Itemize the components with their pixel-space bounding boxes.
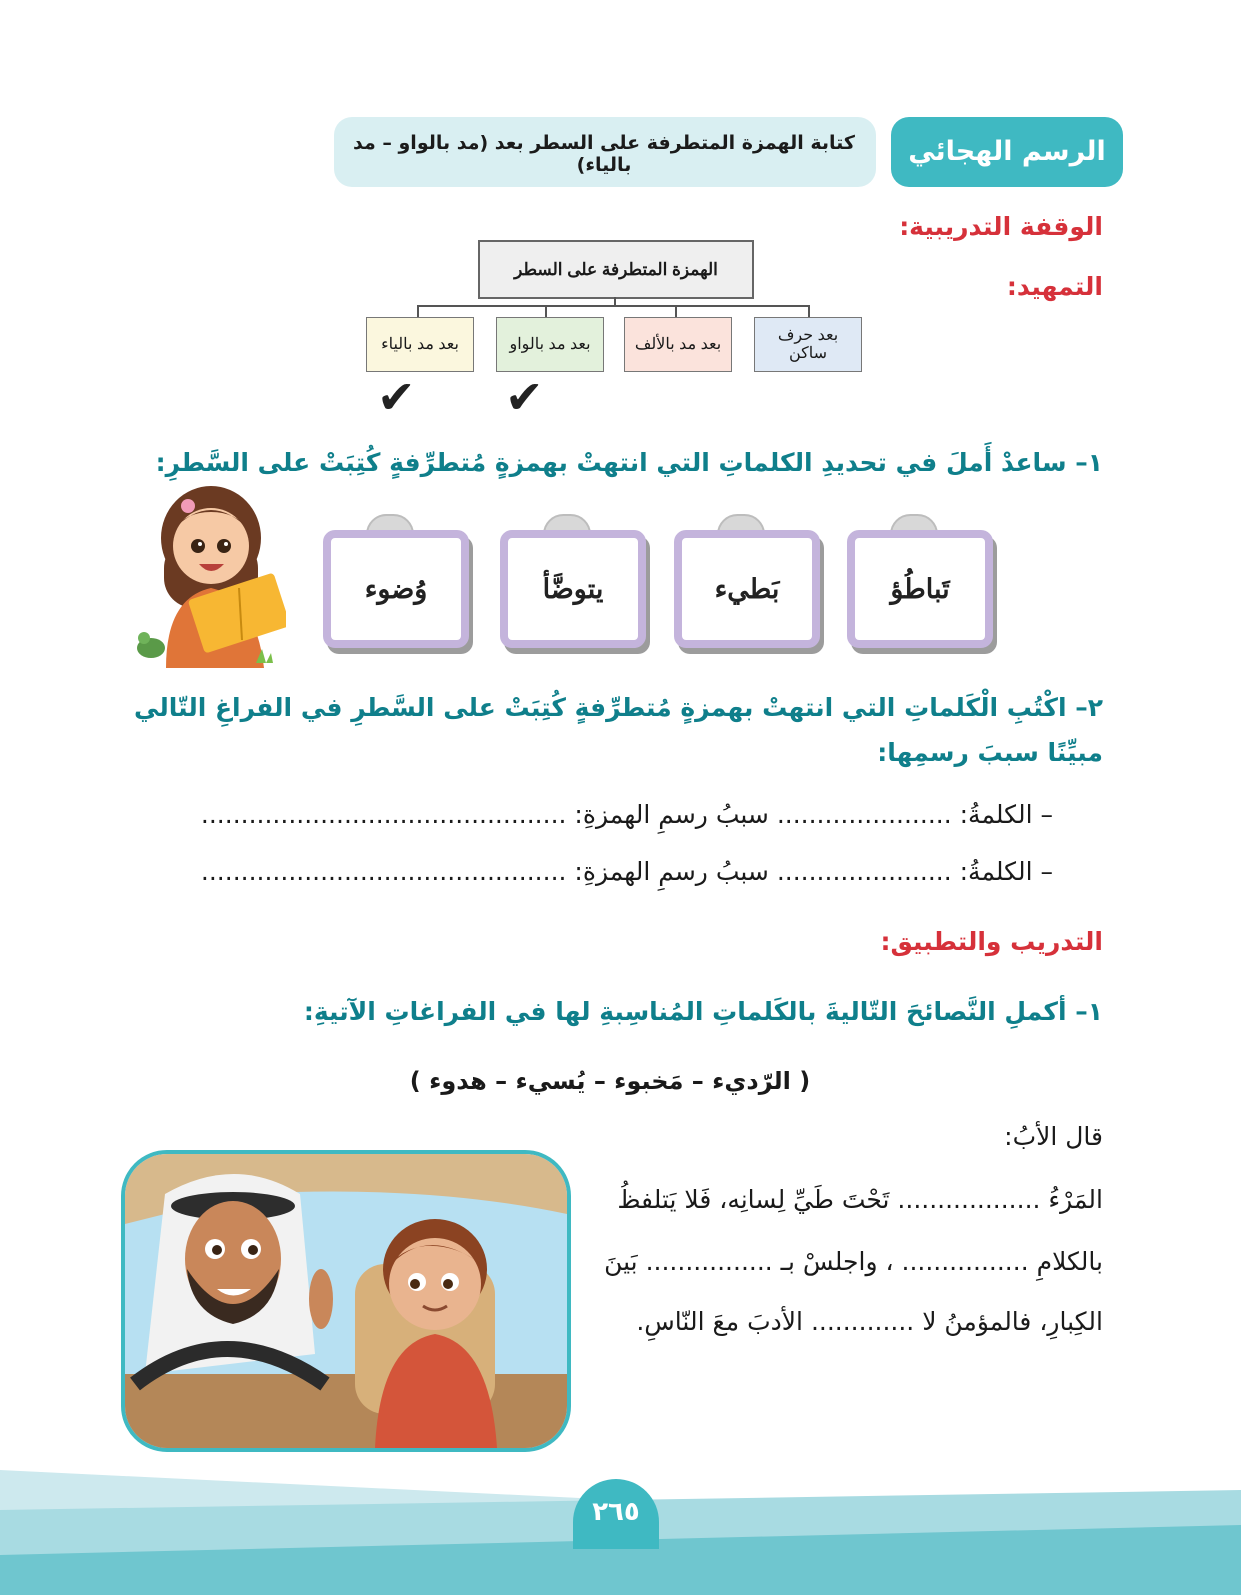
diagram-box-after-alef: بعد مد بالألف	[624, 317, 732, 372]
advice-line-3: الكِبارِ، فالمؤمنُ لا ............. الأدبَ معَ النّاسِ.	[636, 1307, 1103, 1336]
word-card: تَباطُؤ	[847, 530, 993, 648]
diagram-box-after-waw: بعد مد بالواو	[496, 317, 604, 372]
reason-blank[interactable]: ..............................................	[200, 800, 567, 829]
word-card: وُضوء	[323, 530, 469, 648]
word-bank: ( الرّديء – مَخبوء – يُسيء – هدوء )	[409, 1067, 811, 1095]
practice-heading: التدريب والتطبيق:	[880, 927, 1103, 956]
question-2-line-2: مبيِّنًا سببَ رسمِها:	[877, 738, 1103, 767]
father-said: قال الأبُ:	[1004, 1122, 1103, 1151]
answer-row: – الكلمةُ: ...................... سببُ رسمِ الهمزةِ: ..............................................	[200, 800, 1053, 829]
answer-row: – الكلمةُ: ...................... سببُ رسمِ الهمزةِ: ..............................................	[200, 857, 1053, 886]
question-2-line-1: ٢– اكْتُبِ الْكَلماتِ التي انتهتْ بهمزةٍ مُتطرِّفةٍ كُتِبَتْ على السَّطرِ في الفراغِ التّالي	[134, 693, 1103, 722]
page-number: ٢٦٥	[573, 1479, 659, 1549]
question-1: ١– ساعدْ أَملَ في تحديدِ الكلماتِ التي انتهتْ بهمزةٍ مُتطرِّفةٍ كُتِبَتْ على السَّطرِ:	[155, 448, 1103, 477]
word-card: بَطيء	[674, 530, 820, 648]
diagram-box-after-ya: بعد مد بالياء	[366, 317, 474, 372]
diagram-connector	[675, 305, 677, 317]
father-son-car-illustration	[121, 1150, 571, 1452]
reason-blank[interactable]: ..............................................	[200, 857, 567, 886]
word-card: يتوضَّأ	[500, 530, 646, 648]
word-blank[interactable]: ......................	[776, 800, 952, 829]
check-icon: ✔	[377, 370, 416, 424]
diagram-root-box: الهمزة المتطرفة على السطر	[478, 240, 754, 299]
diagram-connector	[545, 305, 547, 317]
lesson-subtitle: كتابة الهمزة المتطرفة على السطر بعد (مد بالواو – مد بالياء)	[353, 132, 855, 176]
training-stop-heading: الوقفة التدريبية:	[899, 212, 1103, 241]
diagram-box-after-sakin: بعد حرف ساكن	[754, 317, 862, 372]
check-icon: ✔	[505, 370, 544, 424]
advice-line-1: المَرْءُ .................. تَحْتَ طَيِّ لِسانِه، فَلا يَتلفظُ	[617, 1185, 1103, 1214]
section-pill: الرسم الهجائي	[891, 117, 1123, 187]
girl-reading-illustration	[136, 478, 286, 678]
word-blank[interactable]: ......................	[776, 857, 952, 886]
diagram-connector	[808, 305, 810, 317]
diagram-connector	[417, 305, 809, 307]
practice-question-1: ١– أكملِ النَّصائحَ التّاليةَ بالكَلماتِ المُناسِبةِ لها في الفراغاتِ الآتيةِ:	[303, 997, 1103, 1026]
intro-heading: التمهيد:	[1006, 272, 1103, 301]
advice-line-2: بالكلامِ ................ ، واجلسْ بـ ................ بَينَ	[604, 1247, 1103, 1276]
diagram-connector	[417, 305, 419, 317]
car-scene-image	[125, 1154, 567, 1448]
